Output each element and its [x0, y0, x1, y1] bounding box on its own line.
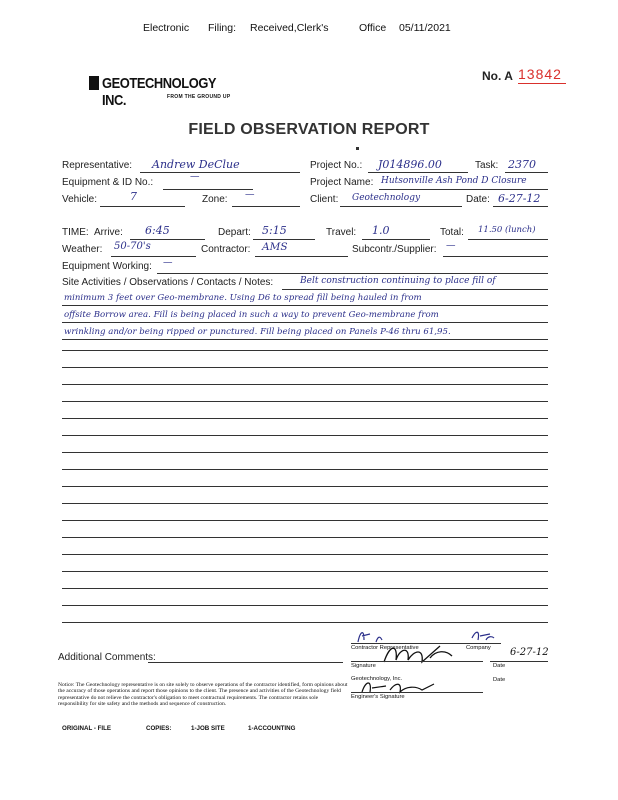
task-value[interactable]: 2370	[508, 158, 536, 171]
time-label: TIME:	[62, 227, 89, 238]
project-no-line	[368, 172, 468, 173]
signature-scribble	[380, 640, 460, 666]
site-activities-label: Site Activities / Observations / Contacts / Notes:	[62, 277, 274, 288]
task-label: Task:	[475, 160, 499, 171]
equipment-working-line	[157, 273, 548, 274]
logo-left-block	[89, 76, 99, 90]
blank-line	[62, 486, 548, 487]
additional-comments-line[interactable]	[148, 662, 343, 663]
blank-line	[62, 588, 548, 589]
logo-tagline: FROM THE GROUND UP	[167, 94, 231, 100]
depart-value[interactable]: 5:15	[262, 224, 287, 237]
blank-line	[62, 503, 548, 504]
date-line	[493, 206, 548, 207]
project-no-label: Project No.:	[310, 160, 363, 171]
notes-text-4[interactable]: wrinkling and/or being ripped or punctured. Fill being placed on Panels P-46 thru 61,95.	[64, 327, 451, 337]
filing-date: 05/11/2021	[399, 22, 451, 34]
representative-value[interactable]: Andrew DeClue	[152, 158, 240, 171]
equipment-value[interactable]: —	[190, 171, 200, 182]
date1-line	[490, 661, 548, 662]
contractor-line	[255, 256, 348, 257]
arrive-value[interactable]: 6:45	[145, 224, 170, 237]
travel-label: Travel:	[326, 227, 357, 238]
client-label: Client:	[310, 194, 339, 205]
additional-comments-label: Additional Comments:	[58, 652, 156, 663]
notes-line-2	[62, 322, 548, 323]
blank-line	[62, 384, 548, 385]
contractor-value[interactable]: AMS	[262, 241, 288, 253]
report-number-underline	[518, 83, 566, 84]
notes-text-3[interactable]: offsite Borrow area. Fill is being placed in such a way to prevent Geo-membrane from	[64, 310, 439, 320]
blank-line	[62, 367, 548, 368]
equipment-label: Equipment & ID No.:	[62, 177, 154, 188]
zone-label: Zone:	[202, 194, 228, 205]
date2-label: Date	[493, 677, 506, 683]
filing-label: Filing:	[208, 22, 237, 34]
engineer-signature-line	[351, 692, 483, 693]
filing-received: Received,Clerk's	[250, 22, 329, 34]
signature-label: Signature	[351, 663, 376, 669]
travel-line	[362, 239, 430, 240]
date-label: Date:	[466, 194, 490, 205]
zone-value[interactable]: —	[245, 189, 255, 200]
vehicle-line	[100, 206, 185, 207]
arrive-label: Arrive:	[94, 227, 123, 238]
title-dot	[356, 147, 359, 150]
project-no-value[interactable]: J014896.00	[378, 158, 442, 171]
blank-line	[62, 401, 548, 402]
equipment-line	[163, 189, 253, 190]
subcontractor-label: Subcontr./Supplier:	[352, 244, 437, 255]
logo-wordmark: GEOTECHNOLOGY INC.	[102, 75, 216, 109]
subcontractor-value[interactable]: —	[446, 240, 456, 251]
arrive-line	[130, 239, 205, 240]
total-line	[468, 239, 548, 240]
project-name-label: Project Name:	[310, 177, 374, 188]
project-name-line	[379, 189, 548, 190]
notes-line-1	[62, 305, 548, 306]
report-number-prefix: No. A	[482, 69, 513, 83]
total-label: Total:	[440, 227, 464, 238]
travel-value[interactable]: 1.0	[372, 224, 390, 237]
task-line	[505, 172, 548, 173]
blank-line	[62, 605, 548, 606]
blank-line	[62, 452, 548, 453]
equipment-working-label: Equipment Working:	[62, 261, 152, 272]
contractor-rep-label: Contractor Representative	[351, 645, 419, 651]
representative-label: Representative:	[62, 160, 133, 171]
filing-electronic: Electronic	[143, 22, 190, 34]
date1-label: Date	[493, 663, 506, 669]
depart-label: Depart:	[218, 227, 251, 238]
vehicle-label: Vehicle:	[62, 194, 98, 205]
copies-original: ORIGINAL - FILE	[62, 725, 112, 732]
equipment-working-value[interactable]: —	[163, 257, 173, 268]
vehicle-value[interactable]: 7	[130, 190, 137, 203]
engineer-signature-label: Engineer's Signature	[351, 694, 405, 700]
report-number: 13842	[518, 66, 562, 82]
notes-text-2[interactable]: minimum 3 feet over Geo-membrane. Using D6 to spread fill being hauled in from	[64, 293, 422, 303]
notes-text-1[interactable]: Belt construction continuing to place fill of	[300, 276, 496, 286]
filing-office: Office	[359, 22, 387, 34]
company-label: Company	[466, 645, 491, 651]
blank-line	[62, 520, 548, 521]
representative-line	[140, 172, 300, 173]
blank-line	[62, 622, 548, 623]
blank-line	[62, 554, 548, 555]
date-value[interactable]: 6-27-12	[498, 192, 541, 205]
engineer-signature-mark	[356, 676, 446, 696]
weather-line	[111, 256, 196, 257]
blank-line	[62, 435, 548, 436]
geotech-label: Geotechnology, Inc.	[351, 676, 403, 682]
depart-line	[253, 239, 315, 240]
notes-line-3	[62, 339, 548, 340]
client-line	[340, 206, 462, 207]
legal-notice: Notice: The Geotechnology representative is on site solely to observe operations of the contractor identified, form opinions about the accuracy of those operations and report those opinions to the client. The presence and activities of the Geotechnology field representative do not relieve the contractor's obligation to meet contractual requirements. The contractor retains sole responsibility for site safety and the methods and sequence of construction.	[58, 682, 348, 708]
client-value[interactable]: Geotechnology	[352, 193, 421, 203]
copies-job-site: 1-JOB SITE	[191, 725, 225, 732]
blank-line	[62, 571, 548, 572]
project-name-value[interactable]: Hutsonville Ash Pond D Closure	[381, 176, 527, 186]
contractor-label: Contractor:	[201, 244, 251, 255]
notes-line-0	[282, 289, 548, 290]
signature-line	[351, 661, 483, 662]
subcontractor-line	[443, 256, 548, 257]
report-title: FIELD OBSERVATION REPORT	[188, 121, 430, 138]
blank-line	[62, 537, 548, 538]
total-value[interactable]: 11.50 (lunch)	[478, 225, 536, 235]
blank-line	[62, 350, 548, 351]
company-logo	[89, 74, 259, 108]
zone-line	[232, 206, 300, 207]
weather-label: Weather:	[62, 244, 103, 255]
copies-label: COPIES:	[146, 725, 172, 732]
copies-accounting: 1-ACCOUNTING	[248, 725, 296, 732]
blank-line	[62, 418, 548, 419]
blank-line	[62, 469, 548, 470]
weather-value[interactable]: 50-70's	[114, 241, 151, 252]
contractor-date-value[interactable]: 6-27-12	[510, 647, 549, 658]
